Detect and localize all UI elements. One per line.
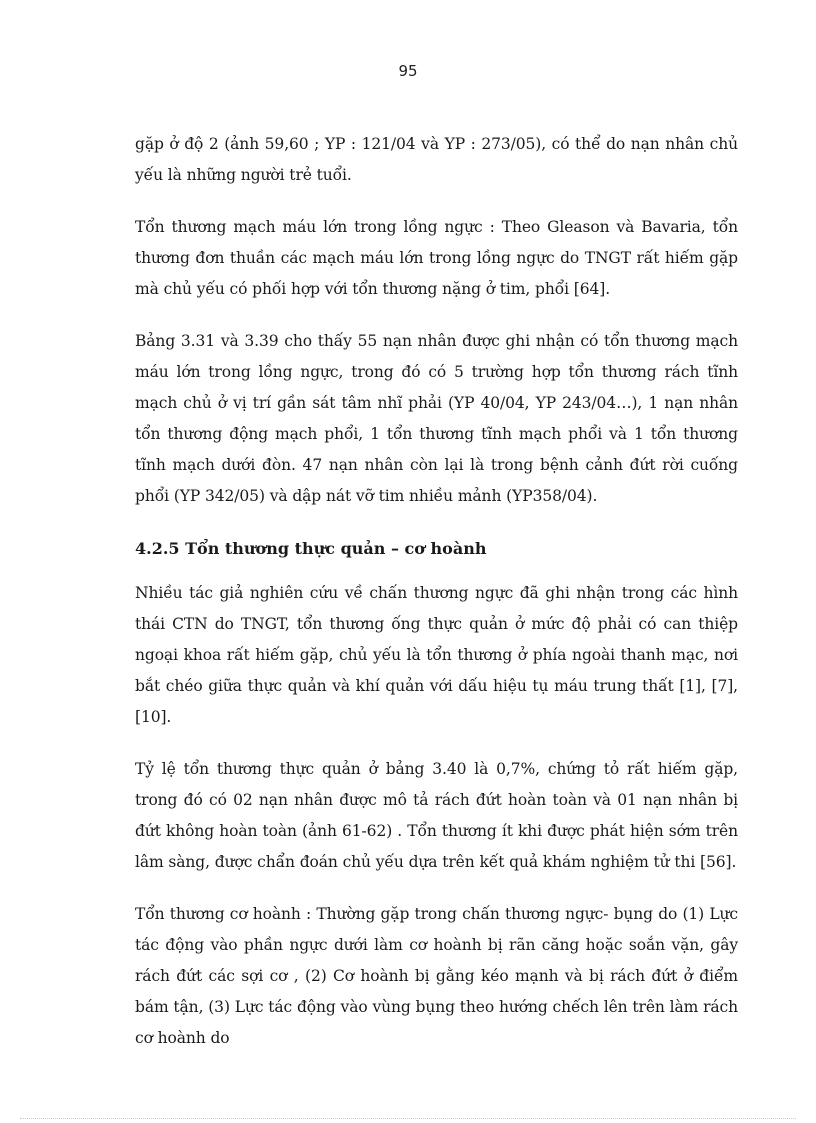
page-bottom-divider <box>20 1118 796 1119</box>
section-heading: 4.2.5 Tổn thương thực quản – cơ hoành <box>135 539 487 558</box>
page-number: 95 <box>398 62 418 80</box>
page-body <box>135 129 738 1075</box>
paragraph-esophagus-rate: Tỷ lệ tổn thương thực quản ở bảng 3.40 là 0,7%, chứng tỏ rất hiếm gặp, trong đó có 02 nạn nhân được mô tả rách đứt hoàn toàn và 01 nạn nhân bị đứt không hoàn toàn (ảnh 61-62) . Tổn thương ít khi được phát hiện sớm trên lâm sàng, được chẩn đoán chủ yếu dựa trên kết quả khám nghiệm tử thi [56]. <box>135 760 738 871</box>
paragraph-esophagus-literature: Nhiều tác giả nghiên cứu về chấn thương ngực đã ghi nhận trong các hình thái CTN do TNGT, tổn thương ống thực quản ở mức độ phải có can thiệp ngoại khoa rất hiếm gặp, chủ yếu là tổn thương ở phía ngoài thanh mạc, nơi bắt chéo giữa thực quản và khí quản với dấu hiệu tụ máu trung thất [1], [7], [10]. <box>135 584 738 726</box>
paragraph-great-vessels-intro: Tổn thương mạch máu lớn trong lồng ngực : Theo Gleason và Bavaria, tổn thương đơn thuần các mạch máu lớn trong lồng ngực do TNGT rất hiếm gặp mà chủ yếu có phối hợp với tổn thương nặng ở tim, phổi [64]. <box>135 218 738 298</box>
paragraph-great-vessels-cases: Bảng 3.31 và 3.39 cho thấy 55 nạn nhân được ghi nhận có tổn thương mạch máu lớn trong lồng ngực, trong đó có 5 trường hợp tổn thương rách tĩnh mạch chủ ở vị trí gần sát tâm nhĩ phải (YP 40/04, YP 243/04…), 1 nạn nhân tổn thương động mạch phổi, 1 tổn thương tĩnh mạch phổi và 1 tổn thương tĩnh mạch dưới đòn. 47 nạn nhân còn lại là trong bệnh cảnh đứt rời cuống phổi (YP 342/05) và dập nát vỡ tim nhiều mảnh (YP358/04). <box>135 332 738 505</box>
paragraph-diaphragm: Tổn thương cơ hoành : Thường gặp trong chấn thương ngực- bụng do (1) Lực tác động vào phần ngực dưới làm cơ hoành bị rãn căng hoặc soắn vặn, gây rách đứt các sợi cơ , (2) Cơ hoành bị gằng kéo mạnh và bị rách đứt ở điểm bám tận, (3) Lực tác động vào vùng bụng theo hướng chếch lên trên làm rách cơ hoành do <box>135 905 738 1047</box>
paragraph-young-victims: gặp ở độ 2 (ảnh 59,60 ; YP : 121/04 và YP : 273/05), có thể do nạn nhân chủ yếu là những người trẻ tuổi. <box>135 135 738 184</box>
